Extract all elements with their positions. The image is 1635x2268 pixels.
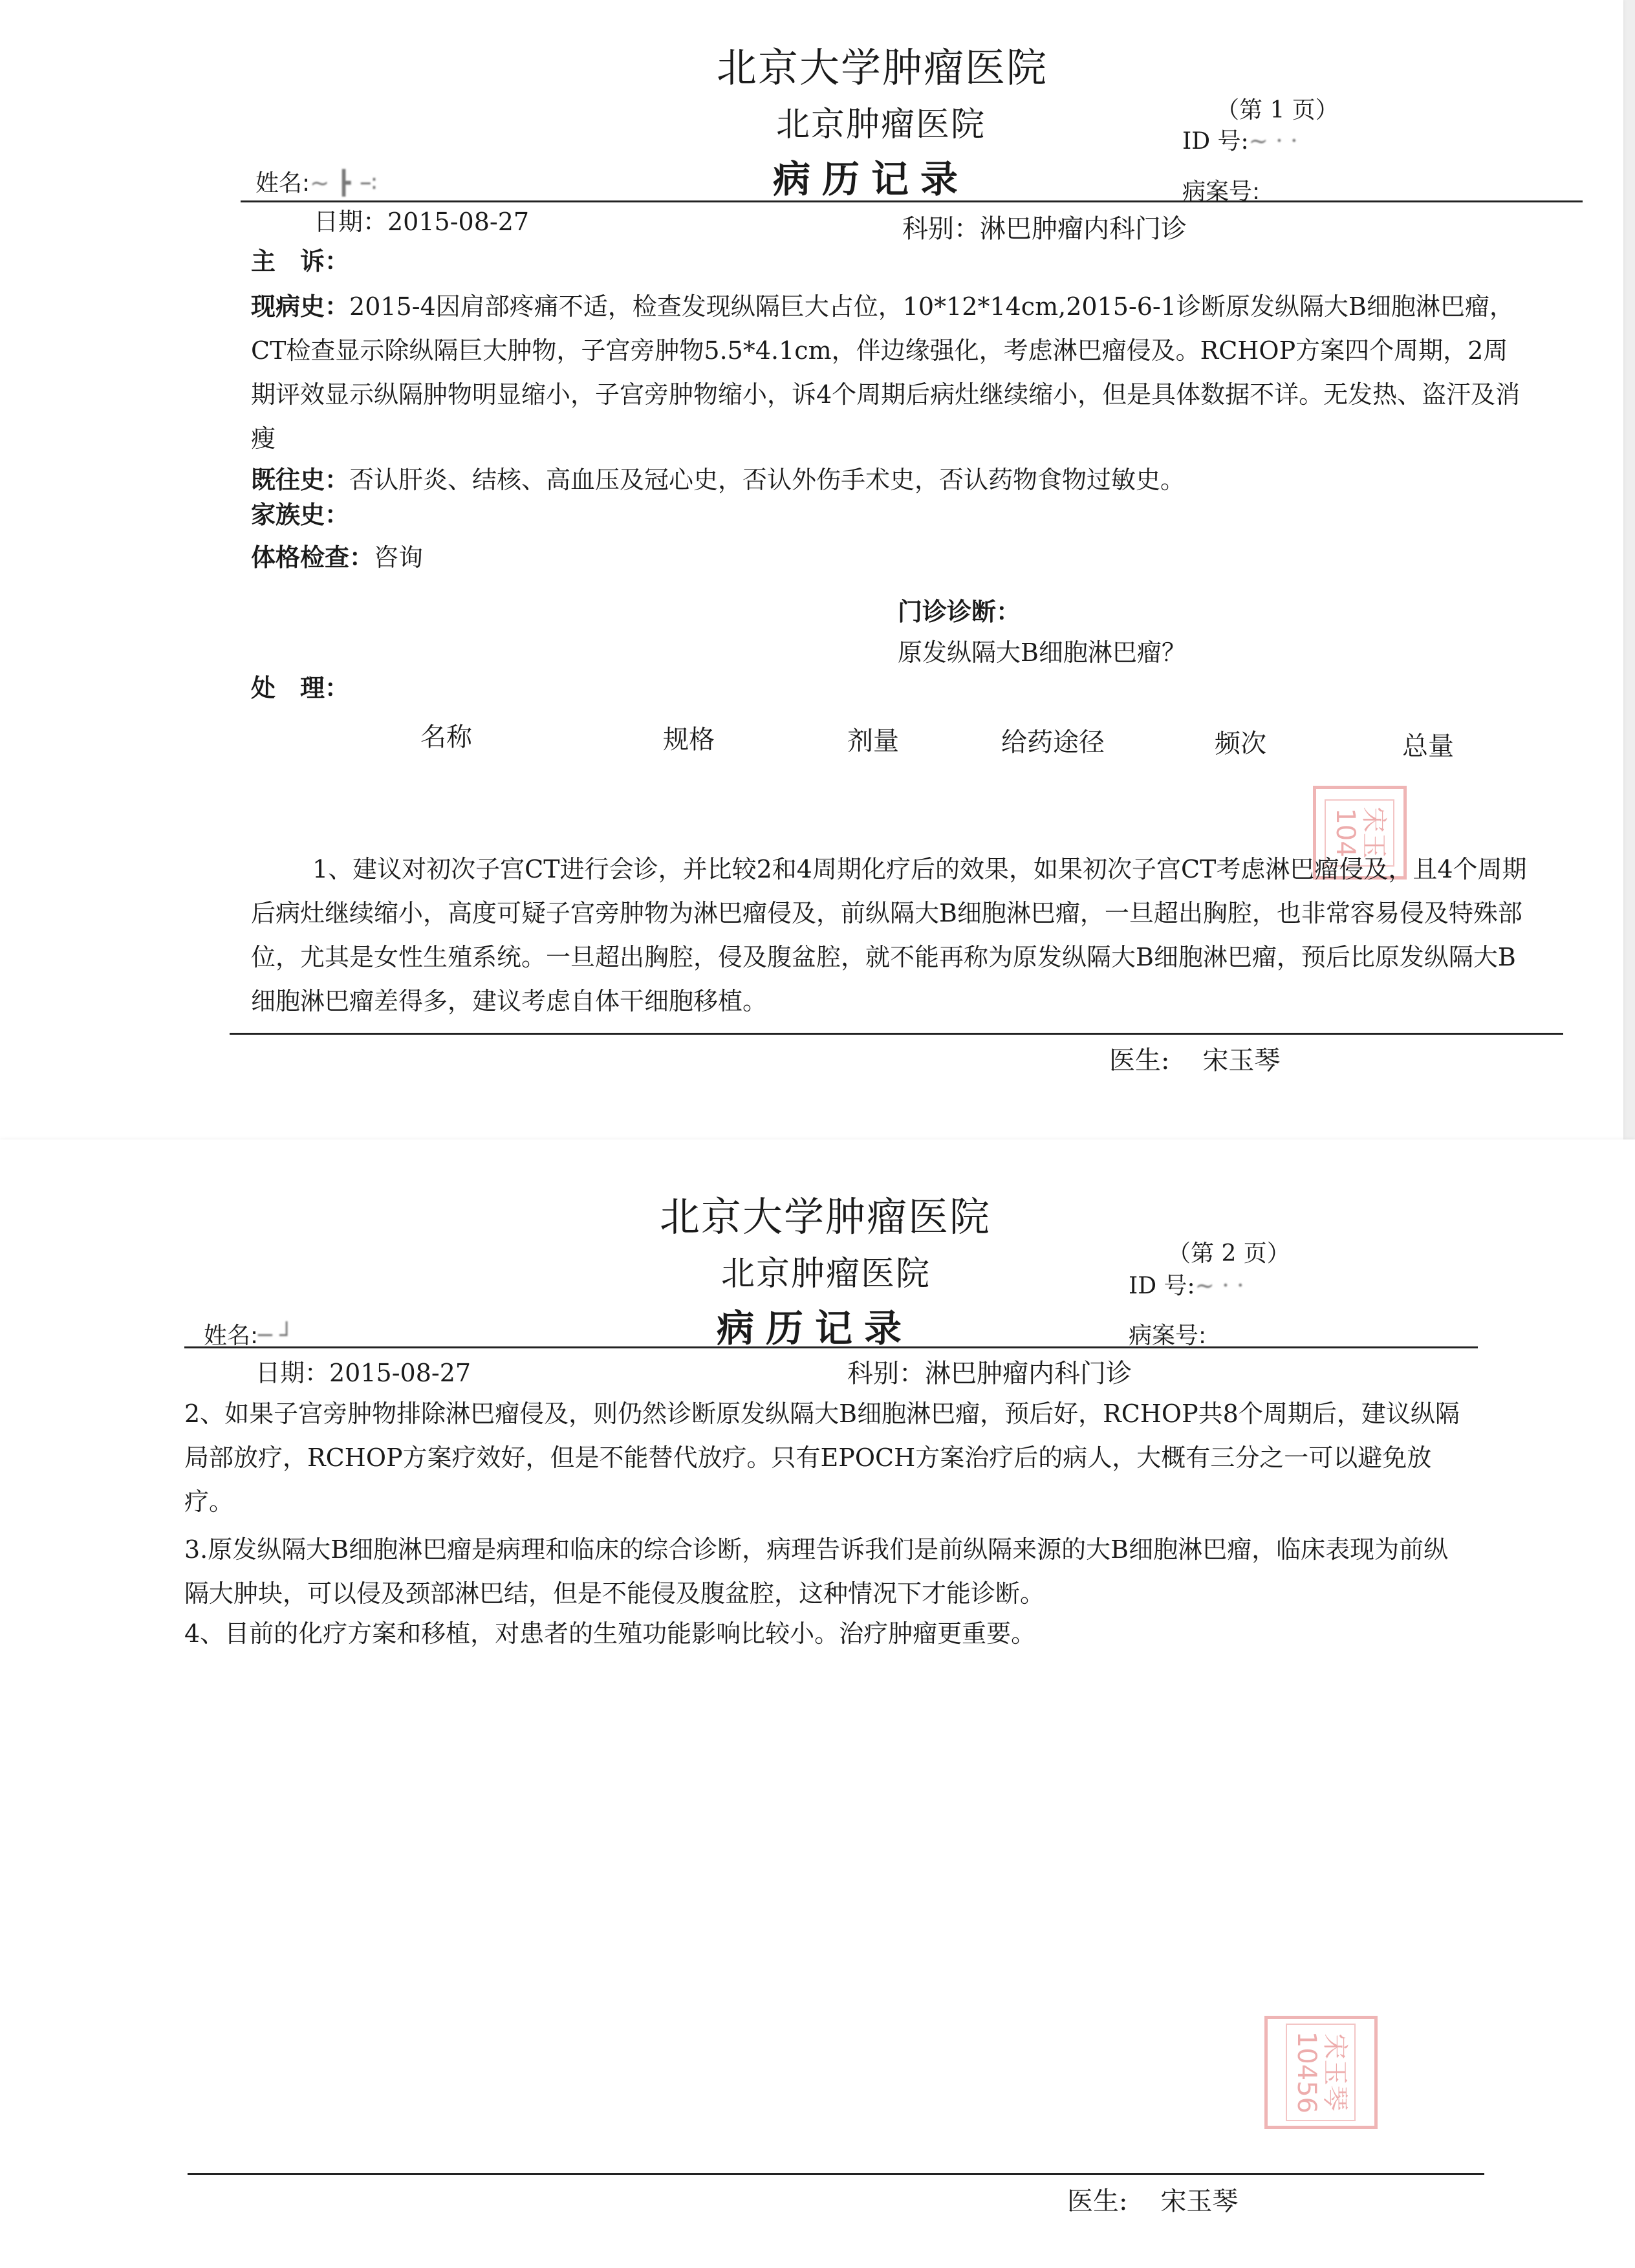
advice-paragraph-4: 4、目前的化疗方案和移植，对患者的生殖功能影响比较小。治疗肿瘤更重要。 (184, 1619, 1036, 1648)
past-history-label: 既往史： (251, 466, 350, 494)
id-value: ~ · · (1195, 1273, 1244, 1299)
patient-name-field (204, 1317, 294, 1350)
hospital-subtitle: 北京肿瘤医院 (721, 1255, 931, 1293)
id-field (1129, 1268, 1244, 1301)
present-history-text: 2015-4因肩部疼痛不适，检查发现纵隔巨大占位，10*12*14cm,2015-6-1诊断原发纵隔大B细胞淋巴瘤，CT检查显示除纵隔巨大肿物，子宫旁肿物5.5*4.1cm，伴边缘强化，考虑淋巴瘤侵及。RCHOP方案四个周期，2周期评效显示纵隔肿物明显缩小，子宫旁肿物缩小，诉4个周期后病灶继续缩小，但是具体数据不详。无发热、盗汗及消瘦 (251, 292, 1521, 453)
hospital-subtitle: 北京肿瘤医院 (776, 105, 986, 144)
record-title: 病历记录 (717, 1306, 914, 1350)
doctor-name: 宋玉琴 (1160, 2187, 1239, 2216)
physical-exam-text: 咨询 (374, 543, 424, 572)
past-history-text: 否认肝炎、结核、高血压及冠心史，否认外伤手术史，否认药物食物过敏史。 (349, 466, 1186, 494)
present-history-label: 现病史： (251, 292, 350, 321)
name-value: ~ ┣ ∹ (310, 170, 378, 197)
page-number: （第 2 页） (1167, 1240, 1290, 1267)
id-label: ID 号: (1182, 128, 1249, 155)
seal-name: 宋玉琴 (1320, 2033, 1350, 2111)
patient-name-field (255, 165, 378, 198)
department: 科别：淋巴肿瘤内科门诊 (847, 1359, 1132, 1388)
record-page-2 (0, 1139, 1635, 2268)
doctor-label: 医生: (1067, 2187, 1128, 2216)
id-value: ~ · · (1248, 128, 1298, 155)
diagnosis-text: 原发纵隔大B细胞淋巴瘤？ (898, 638, 1186, 667)
footer-rule (188, 2173, 1484, 2175)
visit-date: 日期：2015-08-27 (255, 1359, 471, 1387)
diagnosis-label: 门诊诊断： (898, 598, 1021, 626)
record-page-1 (0, 0, 1623, 1139)
past-history (251, 458, 1185, 502)
hospital-name: 北京大学肿瘤医院 (660, 1193, 991, 1240)
name-value: ─ ┘ (258, 1323, 294, 1349)
doctor-signature (1067, 2181, 1238, 2218)
seal-name: 宋玉 (1359, 806, 1389, 859)
column-dose: 剂量 (847, 726, 899, 756)
seal-number: 104 (1330, 808, 1361, 858)
header-rule (184, 1346, 1478, 1348)
visit-date: 日期：2015-08-27 (314, 208, 530, 236)
chief-complaint-label: 主 诉： (251, 247, 350, 275)
name-label: 姓名: (255, 170, 310, 197)
doctor-signature (1109, 1040, 1280, 1077)
column-frequency: 频次 (1215, 729, 1266, 759)
physical-exam-label: 体格检查： (251, 543, 374, 572)
column-route: 给药途径 (1001, 728, 1105, 757)
advice-paragraph-3: 3.原发纵隔大B细胞淋巴瘤是病理和临床的综合诊断，病理告诉我们是前纵隔来源的大B细胞淋巴瘤，临床表现为前纵隔大肿块，可以侵及颈部淋巴结，但是不能侵及腹盆腔，这种情况下才能诊断。 (184, 1535, 1449, 1608)
footer-rule (230, 1033, 1563, 1035)
column-spec: 规格 (663, 725, 715, 755)
case-number-label: 病案号: (1182, 178, 1261, 205)
physical-exam (251, 535, 423, 580)
seal-number: 10456 (1292, 2031, 1322, 2114)
record-title: 病历记录 (773, 157, 970, 201)
doctor-label: 医生: (1109, 1046, 1170, 1075)
hospital-name: 北京大学肿瘤医院 (717, 44, 1048, 91)
case-number-label: 病案号: (1129, 1323, 1207, 1349)
doctor-seal (1264, 2016, 1378, 2129)
present-history (251, 285, 1532, 460)
advice-paragraph-2: 2、如果子宫旁肿物排除淋巴瘤侵及，则仍然诊断原发纵隔大B细胞淋巴瘤，预后好，RCHOP共8个周期后，建议纵隔局部放疗，RCHOP方案疗效好，但是不能替代放疗。只有EPOCH方案治疗后的病人，大概有三分之一可以避免放疗。 (184, 1399, 1460, 1516)
name-label: 姓名: (204, 1323, 259, 1349)
column-total: 总量 (1402, 731, 1454, 761)
id-label: ID 号: (1129, 1273, 1195, 1299)
family-history-label: 家族史： (251, 501, 350, 529)
page-number: （第 1 页） (1216, 97, 1339, 124)
treatment-label: 处 理： (251, 674, 350, 702)
advice-paragraph-1: 1、建议对初次子宫CT进行会诊，并比较2和4周期化疗后的效果，如果初次子宫CT考虑淋巴瘤侵及，且4个周期后病灶继续缩小，高度可疑子宫旁肿物为淋巴瘤侵及，前纵隔大B细胞淋巴瘤，一旦超出胸腔，也非常容易侵及特殊部位，尤其是女性生殖系统。一旦超出胸腔，侵及腹盆腔，就不能再称为原发纵隔大B细胞淋巴瘤，预后比原发纵隔大B细胞淋巴瘤差得多，建议考虑自体干细胞移植。 (251, 855, 1527, 1015)
id-field (1182, 123, 1298, 156)
column-name: 名称 (420, 722, 472, 752)
department: 科别：淋巴肿瘤内科门诊 (902, 214, 1187, 244)
doctor-name: 宋玉琴 (1202, 1046, 1281, 1075)
